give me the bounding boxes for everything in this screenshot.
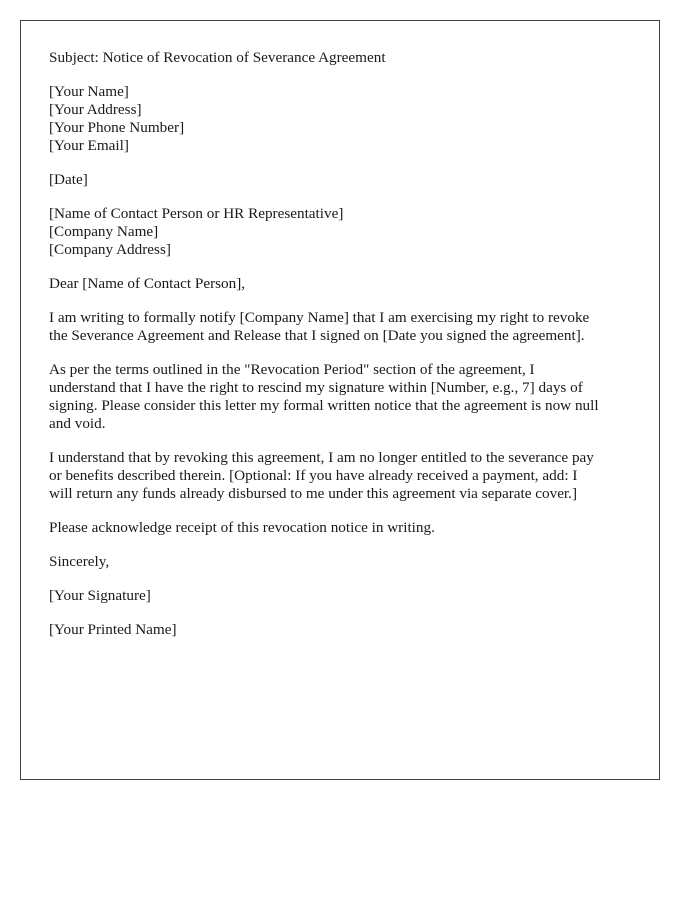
paragraph-2-line-3: signing. Please consider this letter my formal written notice that the agreement is now null: [49, 397, 599, 414]
paragraph-3: [49, 449, 649, 503]
signature: [49, 587, 649, 605]
letter-page: [20, 20, 660, 780]
paragraph-2: [49, 361, 649, 433]
sender-address: [Your Address]: [49, 101, 142, 118]
recipient-address: [Company Address]: [49, 241, 171, 258]
recipient-contact: [Name of Contact Person or HR Representative]: [49, 205, 344, 222]
signature-text: [Your Signature]: [49, 587, 151, 604]
paragraph-1-line-2: the Severance Agreement and Release that I signed on [Date you signed the agreement].: [49, 327, 585, 344]
salutation: [49, 275, 649, 293]
closing: [49, 553, 649, 571]
paragraph-3-line-1: I understand that by revoking this agreement, I am no longer entitled to the severance pay: [49, 449, 594, 466]
paragraph-1-line-1: I am writing to formally notify [Company Name] that I am exercising my right to revoke: [49, 309, 590, 326]
salutation-text: Dear [Name of Contact Person],: [49, 275, 246, 292]
subject-text: Subject: Notice of Revocation of Severance Agreement: [49, 49, 386, 66]
letter-body: [49, 49, 649, 655]
sender-block: [49, 83, 649, 155]
date-block: [49, 171, 649, 189]
recipient-company: [Company Name]: [49, 223, 159, 240]
closing-text: Sincerely,: [49, 553, 110, 570]
printed-name-text: [Your Printed Name]: [49, 621, 177, 638]
paragraph-2-line-2: understand that I have the right to rescind my signature within [Number, e.g., 7] days of: [49, 379, 583, 396]
sender-name: [Your Name]: [49, 83, 129, 100]
paragraph-4-text: Please acknowledge receipt of this revocation notice in writing.: [49, 519, 435, 536]
sender-phone: [Your Phone Number]: [49, 119, 185, 136]
paragraph-4: [49, 519, 649, 537]
letter-date: [Date]: [49, 171, 88, 188]
recipient-block: [49, 205, 649, 259]
subject-line: [49, 49, 649, 67]
paragraph-2-line-1: As per the terms outlined in the "Revocation Period" section of the agreement, I: [49, 361, 535, 378]
printed-name: [49, 621, 649, 639]
paragraph-2-line-4: and void.: [49, 415, 106, 432]
paragraph-3-line-2: or benefits described therein. [Optional: If you have already received a payment, add: I: [49, 467, 578, 484]
paragraph-1: [49, 309, 649, 345]
sender-email: [Your Email]: [49, 137, 129, 154]
paragraph-3-line-3: will return any funds already disbursed to me under this agreement via separate cover.]: [49, 485, 578, 502]
